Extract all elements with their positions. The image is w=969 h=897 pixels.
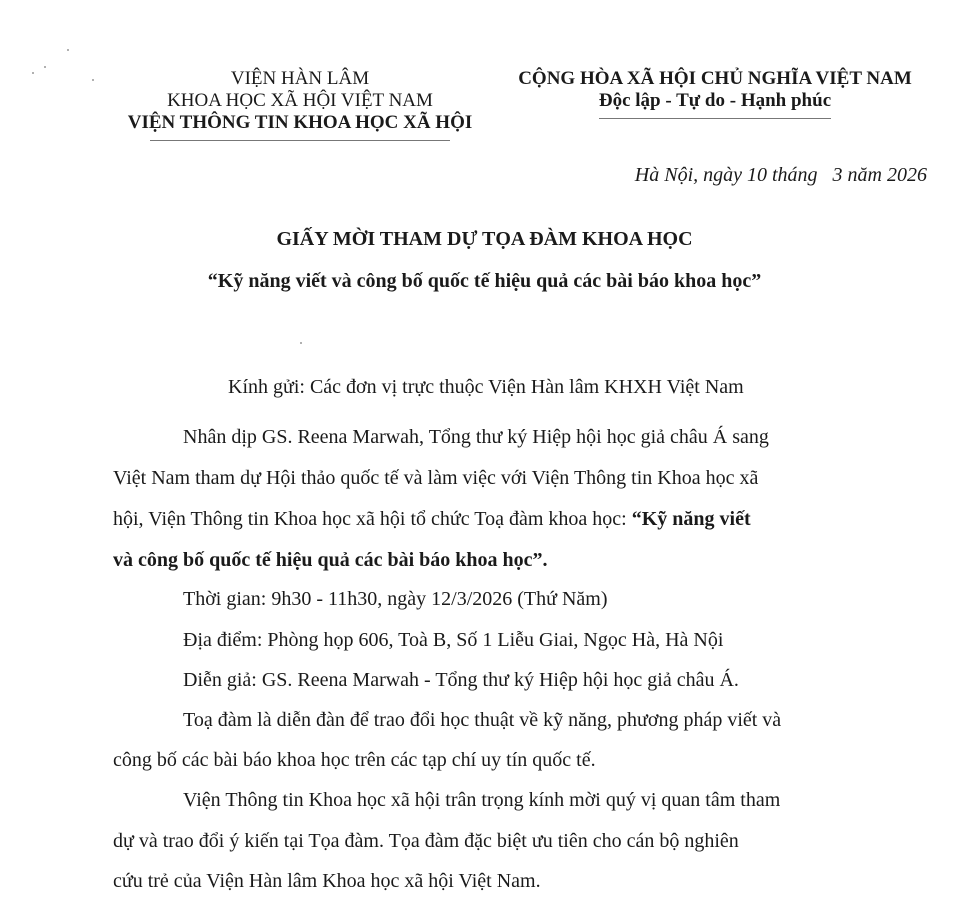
agency-line-2: KHOA HỌC XÃ HỘI VIỆT NAM: [167, 90, 433, 111]
national-title: CỘNG HÒA XÃ HỘI CHỦ NGHĨA VIỆT NAM: [518, 68, 912, 89]
scan-speck: [300, 342, 302, 344]
paragraph-1-line-2: Việt Nam tham dự Hội thảo quốc tế và làm việc với Viện Thông tin Khoa học xã: [113, 467, 759, 489]
agency-line-1: VIỆN HÀN LÂM: [230, 68, 370, 89]
document-subtitle: “Kỹ năng viết và công bố quốc tế hiệu quả các bài báo khoa học”: [207, 270, 762, 292]
agency-underline: [150, 140, 450, 141]
scan-speck: [92, 79, 94, 81]
scan-speck: [44, 66, 46, 68]
event-speaker: Diễn giả: GS. Reena Marwah - Tổng thư ký Hiệp hội học giả châu Á.: [183, 669, 739, 691]
paragraph-1-line-1: Nhân dịp GS. Reena Marwah, Tổng thư ký Hiệp hội học giả châu Á sang: [183, 426, 769, 448]
paragraph-3-line-1: Viện Thông tin Khoa học xã hội trân trọng kính mời quý vị quan tâm tham: [183, 789, 781, 811]
document-date: Hà Nội, ngày 10 tháng 3 năm 2026: [634, 164, 927, 186]
scan-speck: [32, 72, 34, 74]
paragraph-2-line-2: công bố các bài báo khoa học trên các tạp chí uy tín quốc tế.: [113, 749, 596, 771]
event-topic-end: và công bố quốc tế hiệu quả các bài báo khoa học”.: [113, 549, 548, 571]
national-motto: Độc lập - Tự do - Hạnh phúc: [598, 90, 832, 111]
recipient-line: Kính gửi: Các đơn vị trực thuộc Viện Hàn lâm KHXH Việt Nam: [228, 376, 744, 398]
event-location: Địa điểm: Phòng họp 606, Toà B, Số 1 Liễu Giai, Ngọc Hà, Hà Nội: [183, 629, 724, 651]
scan-speck: [67, 49, 69, 51]
event-time: Thời gian: 9h30 - 11h30, ngày 12/3/2026 (Thứ Năm): [183, 588, 608, 610]
motto-underline: [599, 118, 831, 119]
agency-line-3: VIỆN THÔNG TIN KHOA HỌC XÃ HỘI: [127, 112, 473, 133]
agency-header: [100, 68, 500, 141]
paragraph-1-line-3-text: hội, Viện Thông tin Khoa học xã hội tổ chức Toạ đàm khoa học:: [113, 508, 632, 530]
paragraph-3-line-2: dự và trao đổi ý kiến tại Tọa đàm. Tọa đàm đặc biệt ưu tiên cho cán bộ nghiên: [113, 830, 739, 852]
national-header: [490, 68, 940, 119]
paragraph-3-line-3: cứu trẻ của Viện Hàn lâm Khoa học xã hội Việt Nam.: [113, 870, 541, 892]
event-topic-start: “Kỹ năng viết: [631, 508, 751, 530]
paragraph-2-line-1: Toạ đàm là diễn đàn để trao đổi học thuật về kỹ năng, phương pháp viết và: [183, 709, 782, 731]
document-title: GIẤY MỜI THAM DỰ TỌA ĐÀM KHOA HỌC: [276, 228, 693, 250]
paragraph-1-line-3: [113, 509, 751, 529]
